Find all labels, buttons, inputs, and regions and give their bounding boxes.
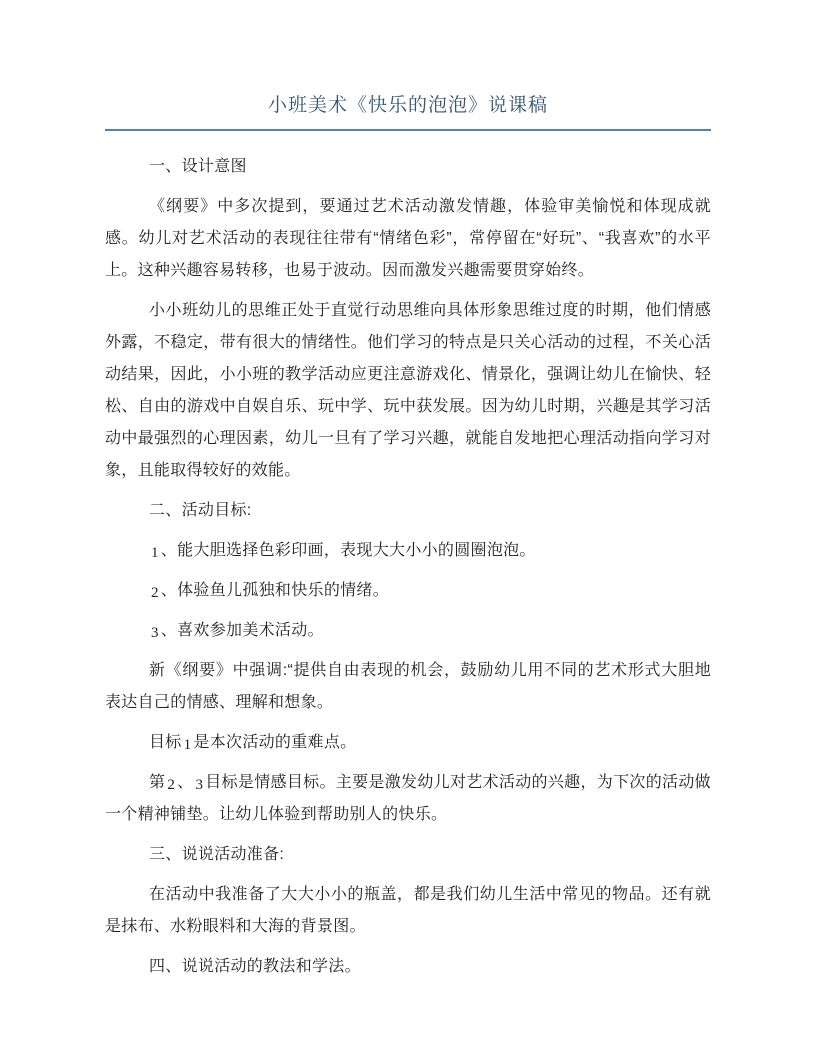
document-title: 小班美术《快乐的泡泡》说课稿 <box>105 92 711 131</box>
goal-item-2: 2 、体验鱼儿孤独和快乐的情绪。 <box>151 582 390 601</box>
inline-digit: 1 <box>183 737 192 753</box>
inline-digit: 3 <box>195 777 204 793</box>
paragraph-outline-interest: 《纲要》中多次提到，要通过艺术活动激发情趣，体验审美愉悦和体现成就感。幼儿对艺术活动的表现往往带有“情绪色彩”，常停留在“好玩”、“我喜欢”的水平上。这种兴趣容易转移，也易于波动。因而激发兴趣需要贯穿始终。 <box>105 198 711 279</box>
paragraph-toddler-thinking: 小小班幼儿的思维正处于直觉行动思维向具体形象思维过度的时期，他们情感外露，不稳定，带有很大的情绪性。他们学习的特点是只关心活动的过程，不关心活动结果，因此，小小班的教学活动应更注意游戏化、情景化，强调让幼儿在愉快、轻松、自由的游戏中自娱自乐、玩中学、玩中获发展。因为幼儿时期，兴趣是其学习活动中最强烈的心理因素，幼儿一旦有了学习兴趣，就能自发地把心理活动指向学习对象，且能取得较好的效能。 <box>105 302 711 479</box>
inline-digit: 2 <box>151 585 159 601</box>
paragraph-new-outline-quote: 新《纲要》中强调:“提供自由表现的机会，鼓励幼儿用不同的艺术形式大胆地表达自己的情感、理解和想象。 <box>105 662 711 711</box>
inline-digit: 1 <box>151 545 159 561</box>
paragraph-key-difficulty: 目标 1 是本次活动的重难点。 <box>149 734 357 753</box>
paragraph-emotional-goals: 第 2 、 3 目标是情感目标。主要是激发幼儿对艺术活动的兴趣，为下次的活动做一个精神铺垫。让幼儿体验到帮助别人的快乐。 <box>105 774 711 823</box>
goal-item-3: 3 、喜欢参加美术活动。 <box>151 622 324 641</box>
document-body <box>105 151 711 983</box>
section-heading-preparation: 三、说说活动准备: <box>149 846 285 863</box>
inline-digit: 2 <box>167 777 176 793</box>
inline-digit: 3 <box>151 625 159 641</box>
section-heading-activity-goals: 二、活动目标: <box>149 502 252 519</box>
section-heading-methods: 四、说说活动的教法和学法。 <box>149 958 361 975</box>
paragraph-materials: 在活动中我准备了大大小小的瓶盖，都是我们幼儿生活中常见的物品。还有就是抹布、水粉眼料和大海的背景图。 <box>105 886 711 935</box>
goal-item-1: 1 、能大胆选择色彩印画，表现大大小小的圆圈泡泡。 <box>151 542 536 561</box>
section-heading-design-intent: 一、设计意图 <box>149 158 247 175</box>
